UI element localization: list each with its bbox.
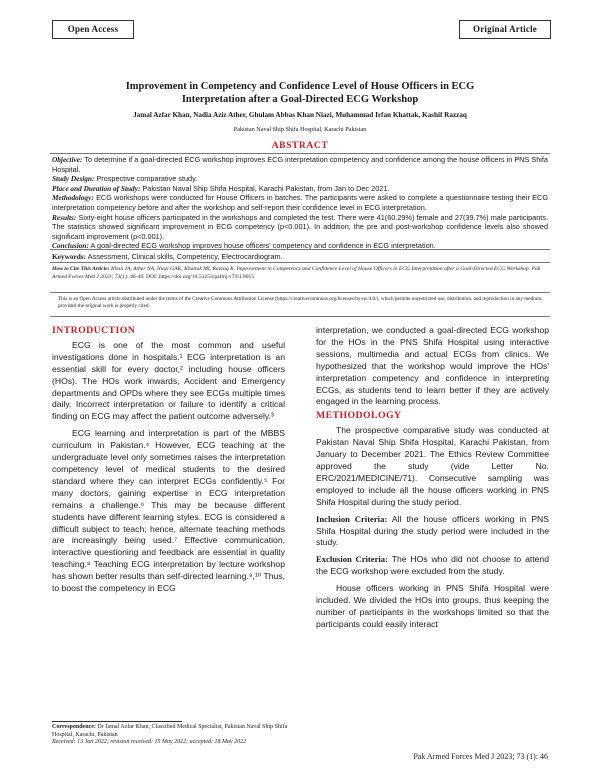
results-label: Results: bbox=[52, 212, 77, 222]
conclusion-label: Conclusion: bbox=[52, 241, 89, 251]
place-text: Pakistan Naval Ship Shifa Hospital, Karachi Pakistan, from Jan to Dec 2021. bbox=[140, 183, 390, 193]
received-dates: Received: 13 Jan 2022; revision received: 15 May 2022; accepted: 18 May 2022 bbox=[52, 739, 247, 746]
intro-paragraph-2: ECG learning and interpretation is part of the MBBS curriculum in Pakistan.⁴ However, ECG teaching at the undergraduate level only sometimes raises the interpretation competency level of medical students to the desired standard where they can interpret ECGs confidently.⁵ For many doctors, gaining expertise in ECG interpretation remains a challenge.⁶ This may be because different students have different learning styles. ECG is considered a difficult subject to teach; hence, alternate teaching methods are increasingly being used.⁷ Effective communication, interactive questioning and feedback are essential in quality teaching.⁸ Teaching ECG interpretation by lecture workshop has shown better results than self-directed learning.⁹,¹⁰ Thus, to boost the competency in ECG bbox=[52, 428, 285, 594]
keywords bbox=[52, 252, 548, 261]
article-title bbox=[70, 80, 530, 106]
article-type-badge: Original Article bbox=[459, 20, 551, 39]
abstract-objective bbox=[52, 155, 548, 174]
abstract-bottom-rule bbox=[50, 249, 550, 250]
citation-label: How to Cite This Article: bbox=[52, 266, 110, 272]
inclusion-text: All the house officers working in PNS Shifa Hospital during the study period were included in the study. bbox=[316, 513, 549, 548]
abstract-results bbox=[52, 213, 548, 242]
article-title-line-1: Improvement in Competency and Confidence Level of House Officers in ECG bbox=[125, 81, 475, 92]
methodology-paragraph-2: House officers working in PNS Shifa Hospital were included. We divided the HOs into groups, thus keeping the number of participants in the workshops limited so that the participants could easily interact bbox=[316, 583, 549, 629]
license-bottom-rule bbox=[50, 316, 550, 317]
license-notice: This is an Open Access article distributed under the terms of the Creative Commons Attribution License (https://creativecommons.org/licenses/by-nc/4.0/), which permits unrestricted use, distribution, and reproduction in any medium, provided the original work is properly cited. bbox=[58, 296, 543, 310]
intro-paragraph-3: interpretation, we conducted a goal-directed ECG workshop for the HOs in the PNS Shifa Hospital using interactive sessions, multimedia and actual ECGs from clinics. We hypothesized that the workshop would improve the HOs' interpretation competency and confidence in interpreting ECGs, as students tend to learn better if they are actively engaged in the learning process. bbox=[316, 325, 549, 407]
doi-link[interactable]: DOI: https://doi.org/10.51253/pafmj.v73i1.8015 bbox=[145, 273, 255, 280]
open-access-badge: Open Access bbox=[52, 20, 134, 39]
keywords-rule bbox=[50, 262, 550, 263]
place-label: Place and Duration of Study: bbox=[52, 183, 141, 193]
intro-paragraph-1: ECG is one of the most common and useful investigations done in hospitals.¹ ECG interpretation is an essential skill for every doctor,² including house officers (HOs). The HOs work inwards, Accident and Emergency departments and OPDs where they see ECGs multiple times daily. Incorrect interpretation or failure to identify a critical finding on ECG may affect the patient outcome adversely.³ bbox=[52, 339, 285, 422]
right-column bbox=[316, 325, 549, 631]
correspondence-rule bbox=[52, 721, 182, 722]
abstract-heading: ABSTRACT bbox=[271, 141, 329, 151]
correspondence-text: Dr Jamal Azfar Khan, Classified Medical Specialist, Pakistan Naval Ship Shifa Hospital, Karachi, Pakistan bbox=[52, 724, 288, 738]
keywords-text: Assessment, Clinical skills, Competency, Electrocardiogram. bbox=[86, 252, 283, 261]
inclusion-label: Inclusion Criteria: bbox=[316, 513, 388, 524]
exclusion-label: Exclusion Criteria: bbox=[316, 554, 388, 565]
introduction-heading: INTRODUCTION bbox=[52, 325, 136, 336]
correspondence-label: Correspondence: bbox=[52, 724, 96, 730]
exclusion-text: The HOs who did not choose to attend the ECG workshop were excluded from the study. bbox=[316, 554, 549, 577]
results-text: Sixty-eight house officers participated in the workshops and completed the test. There were 41(60.29%) female and 27(39.7%) male participants. The statistics showed significant improvement in ECG competency (p<0.001). In addition, the pre and post-workshop confidence levels also showed significant improvement (p<0.001). bbox=[52, 212, 548, 241]
design-text: Prospective comparative study. bbox=[94, 174, 198, 184]
correspondence-address bbox=[52, 724, 288, 739]
conclusion-text: A goal-directed ECG workshop improves house officers' competency and confidence in ECG interpretation. bbox=[88, 241, 436, 251]
license-top-rule bbox=[50, 292, 550, 293]
abstract-body bbox=[52, 155, 548, 251]
abstract-top-rule bbox=[50, 153, 550, 154]
abstract-place bbox=[52, 184, 548, 194]
methodology-paragraph-1: The prospective comparative study was conducted at Pakistan Naval Ship Shifa Hospital, Karachi Pakistan, from January to December 2021. The Ethics Review Committee approved the study (vide Letter No. ERC/2021/MEDICINE/71). Consecutive sampling was employed to include all the house officers working in PNS Shifa Hospital during the study period. bbox=[316, 425, 549, 507]
method-label: Methodology: bbox=[52, 193, 94, 203]
abstract-design bbox=[52, 174, 548, 184]
methodology-heading: METHODOLOGY bbox=[316, 410, 402, 422]
objective-text: To determine if a goal-directed ECG workshop improves ECG interpretation competency and confidence among the house officers in PNS Shifa Hospital. bbox=[52, 155, 548, 174]
method-text: ECG workshops were conducted for House Officers in batches. The participants were asked to complete a questionnaire testing their ECG interpretation competency before and after the workshop and self-report their confidence level in ECG interpretation. bbox=[52, 193, 548, 212]
author-list: Jamal Azfar Khan, Nadia Aziz Ather, Ghulam Abbas Khan Niazi, Muhammad Irfan Khattak, Kashif Razzaq bbox=[133, 111, 467, 119]
citation-text: Khan JA, Ather NA, Niazi GAK, Khattak MI, Razzaq K. Improvement in Competency and Confidence Level of House Officers in ECG Interpretation after a Goal-Directed ECG Workshop. Pak Armed Forces Med J 2023; 73(1): 46-49. bbox=[52, 266, 541, 280]
citation-block bbox=[52, 266, 548, 281]
affiliation: Pakistan Naval Ship Shifa Hospital, Karachi Pakistan bbox=[233, 126, 367, 133]
objective-label: Objective: bbox=[52, 155, 83, 164]
journal-footer: Pak Armed Forces Med J 2023; 73 (1): 46 bbox=[413, 752, 548, 761]
correspondence-block bbox=[52, 724, 288, 747]
keywords-label: Keywords: bbox=[52, 252, 87, 261]
inclusion-criteria bbox=[316, 514, 549, 550]
article-title-line-2: Interpretation after a Goal-Directed ECG Workshop bbox=[181, 94, 419, 105]
left-column bbox=[52, 325, 285, 595]
design-label: Study Design: bbox=[52, 174, 95, 184]
abstract-methodology bbox=[52, 193, 548, 212]
exclusion-criteria bbox=[316, 554, 549, 578]
